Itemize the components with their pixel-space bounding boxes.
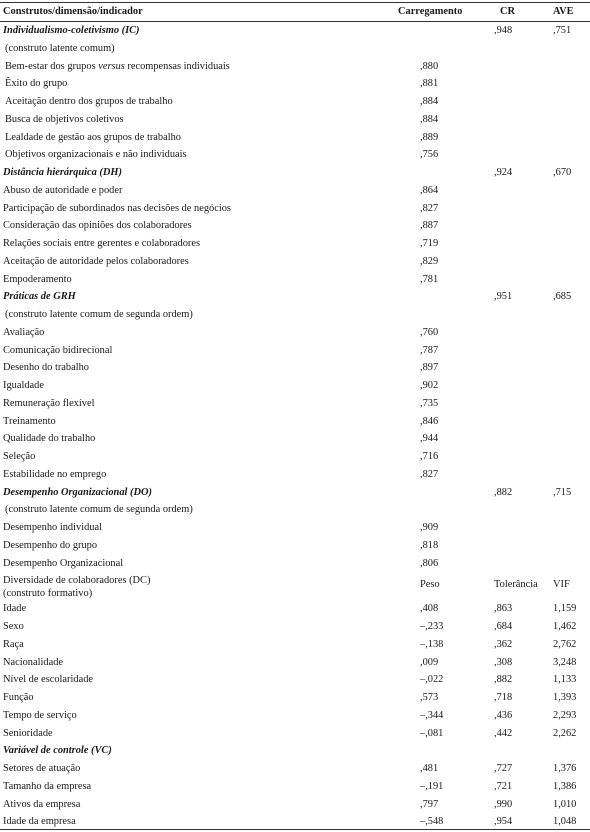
note-row [0, 306, 590, 324]
col1-value: ,481 [420, 763, 439, 774]
col3-value: VIF [553, 579, 570, 591]
col1-value: ,797 [420, 798, 439, 810]
col3-value: 1,159 [553, 603, 577, 615]
row-label: Qualidade do trabalho [3, 433, 96, 445]
col1-value: ,787 [420, 344, 439, 356]
row-label: Tempo de serviço [3, 709, 77, 721]
table-row [0, 671, 590, 689]
col3-value: 1,386 [553, 780, 577, 792]
col2-value: ,442 [494, 727, 513, 739]
col1-value: –,548 [420, 816, 444, 828]
section-title: Distância hierárquica (DH) [3, 167, 122, 178]
col1-value: ,716 [420, 451, 439, 462]
row-label: Aceitação dentro dos grupos de trabalho [5, 96, 173, 107]
row-label: Desempenho Organizacional [3, 557, 124, 569]
col3-value: 1,376 [553, 763, 577, 774]
row-label: Seleção [3, 451, 36, 462]
section-row [0, 22, 590, 40]
row-label: Função [3, 692, 34, 703]
table-row [0, 618, 590, 636]
col2-value: ,882 [494, 486, 513, 498]
table-row [0, 725, 590, 743]
row-label: Consideração das opiniões dos colaboradores [3, 220, 192, 232]
table-row [0, 182, 590, 200]
col1-value: ,889 [420, 131, 439, 143]
col3-value: 1,393 [553, 692, 577, 703]
col1-value: ,902 [420, 380, 439, 391]
note-row [0, 501, 590, 519]
col2-value: ,924 [494, 167, 513, 178]
col2-value: ,362 [494, 638, 513, 650]
table-row [0, 413, 590, 431]
row-label: Treinamento [3, 415, 56, 427]
section-row [0, 572, 590, 600]
section-title-text: Diversidade de colaboradores (DC) [3, 575, 151, 587]
row-label: Ativos da empresa [3, 798, 81, 810]
table-row [0, 253, 590, 271]
row-label: Empoderamento [3, 273, 72, 285]
table-row [0, 555, 590, 573]
row-label: Desempenho individual [3, 522, 102, 533]
col1-value: ,880 [420, 60, 439, 72]
table-row [0, 111, 590, 129]
col3-value: 2,762 [553, 638, 577, 650]
col3-value: ,715 [553, 486, 572, 498]
row-label: Abuso de autoridade e poder [3, 184, 123, 196]
col3-value: 2,262 [553, 727, 577, 739]
col1-value: ,944 [420, 433, 439, 445]
table-row [0, 217, 590, 235]
section-row [0, 742, 590, 760]
note-row [0, 40, 590, 58]
col3-value: ,751 [553, 25, 572, 36]
section-title [3, 574, 150, 600]
col1-value: –,191 [420, 780, 444, 792]
col3-value: 1,048 [553, 816, 577, 828]
row-label: Senioridade [3, 727, 53, 739]
col1-value: ,884 [420, 113, 439, 125]
header-construct: Construtos/dimensão/indicador [3, 6, 143, 17]
col1-value: ,573 [420, 692, 439, 703]
section-title: Desempenho Organizacional (DO) [3, 486, 152, 498]
col2-value: ,308 [494, 656, 513, 668]
table-row [0, 271, 590, 289]
col1-value: ,818 [420, 539, 439, 551]
col1-value: ,909 [420, 522, 439, 533]
col1-value: ,881 [420, 78, 439, 90]
table-row [0, 93, 590, 111]
row-label: Setores de atuação [3, 763, 81, 774]
row-label-part: recompensas individuais [124, 60, 230, 72]
row-label: Participação de subordinados nas decisões de negócios [3, 202, 231, 214]
table-row [0, 689, 590, 707]
col3-value: ,670 [553, 167, 572, 178]
row-label: Tamanho da empresa [3, 780, 92, 792]
col2-value: ,718 [494, 692, 513, 703]
col2-value: ,436 [494, 709, 513, 721]
row-label: Nacionalidade [3, 656, 64, 668]
row-label: (construto latente comum) [5, 42, 115, 54]
col1-value: ,760 [420, 326, 439, 338]
section-row [0, 484, 590, 502]
col1-value: ,806 [420, 557, 439, 569]
table-row [0, 448, 590, 466]
col1-value: ,829 [420, 255, 439, 267]
col3-value: ,685 [553, 291, 572, 303]
table-row [0, 395, 590, 413]
table-row [0, 430, 590, 448]
row-label: Objetivos organizacionais e não individuais [5, 149, 187, 161]
col3-value: 1,010 [553, 798, 577, 810]
row-label: Desenho do trabalho [3, 362, 89, 374]
table-row [0, 636, 590, 654]
row-label: Nível de escolaridade [3, 674, 94, 686]
col3-value: 1,133 [553, 674, 577, 686]
table-row [0, 58, 590, 76]
col1-value: ,009 [420, 656, 439, 668]
section-title: Individualismo-coletivismo (IC) [3, 25, 140, 36]
col2-value: ,951 [494, 291, 513, 303]
row-label: Comunicação bidirecional [3, 344, 113, 356]
col1-value: ,408 [420, 603, 439, 615]
header-loading: Carregamento [398, 6, 463, 17]
col1-value: ,846 [420, 415, 439, 427]
row-label: Idade [3, 603, 27, 615]
col3-value: 2,293 [553, 709, 577, 721]
row-label: (construto latente comum de segunda ordem) [5, 504, 193, 516]
row-label: Igualdade [3, 380, 44, 391]
table-row [0, 200, 590, 218]
row-label: Estabilidade no emprego [3, 468, 107, 480]
section-note: (construto formativo) [3, 588, 93, 600]
row-label-italic: versus [98, 60, 125, 72]
table-row [0, 654, 590, 672]
table-row [0, 75, 590, 93]
col1-value: ,719 [420, 238, 439, 249]
col3-value: 3,248 [553, 656, 577, 668]
col1-value: –,081 [420, 727, 444, 739]
row-label: Relações sociais entre gerentes e colaboradores [3, 238, 201, 249]
table-row [0, 324, 590, 342]
col3-value: 1,462 [553, 621, 577, 632]
col2-value: ,863 [494, 603, 513, 615]
row-label: Êxito do grupo [5, 78, 68, 90]
section-title: Práticas de GRH [3, 291, 76, 303]
row-label: Busca de objetivos coletivos [5, 113, 124, 125]
row-label: Aceitação de autoridade pelos colaboradores [3, 255, 189, 267]
col1-value: ,884 [420, 96, 439, 107]
col1-value: ,781 [420, 273, 439, 285]
row-label: (construto latente comum de segunda ordem) [5, 309, 193, 320]
col2-value: Tolerância [494, 579, 538, 591]
table-row [0, 342, 590, 360]
col1-value: ,827 [420, 202, 439, 214]
col1-value: ,735 [420, 397, 439, 409]
row-label [5, 58, 230, 76]
table-header [0, 3, 590, 21]
table-row [0, 760, 590, 778]
col1-value: ,864 [420, 184, 439, 196]
row-label: Desempenho do grupo [3, 539, 98, 551]
table-row [0, 600, 590, 618]
section-title: Variável de controle (VC) [3, 745, 112, 757]
col1-value: –,138 [420, 638, 444, 650]
col1-value: –,022 [420, 674, 444, 686]
col1-value: ,897 [420, 362, 439, 374]
table-row [0, 466, 590, 484]
col2-value: ,990 [494, 798, 513, 810]
col2-value: ,882 [494, 674, 513, 686]
col1-value: ,887 [420, 220, 439, 232]
table-row [0, 519, 590, 537]
col1-value: –,344 [420, 709, 444, 721]
bottom-rule [0, 829, 590, 830]
table-row [0, 537, 590, 555]
section-row [0, 164, 590, 182]
row-label: Remuneração flexível [3, 397, 95, 409]
row-label: Lealdade de gestão aos grupos de trabalho [5, 131, 181, 143]
table-row [0, 146, 590, 164]
col2-value: ,954 [494, 816, 513, 828]
col2-value: ,684 [494, 621, 513, 632]
row-label-part: Bem-estar dos grupos [5, 60, 99, 72]
row-label: Idade da empresa [3, 816, 76, 828]
col2-value: ,948 [494, 25, 513, 36]
col1-value: –,233 [420, 621, 444, 632]
row-label: Sexo [3, 621, 24, 632]
table-row [0, 235, 590, 253]
col1-value: ,827 [420, 468, 439, 480]
table-row [0, 377, 590, 395]
header-cr: CR [500, 6, 516, 17]
row-label: Avaliação [3, 326, 45, 338]
table-row [0, 778, 590, 796]
col2-value: ,721 [494, 780, 513, 792]
col2-value: ,727 [494, 763, 513, 774]
header-ave: AVE [553, 6, 574, 17]
section-row [0, 288, 590, 306]
row-label: Raça [3, 638, 24, 650]
table-row [0, 796, 590, 814]
table-row [0, 707, 590, 725]
col1-value: ,756 [420, 149, 439, 161]
table-row [0, 359, 590, 377]
table-row [0, 129, 590, 147]
col1-value: Peso [420, 579, 440, 591]
